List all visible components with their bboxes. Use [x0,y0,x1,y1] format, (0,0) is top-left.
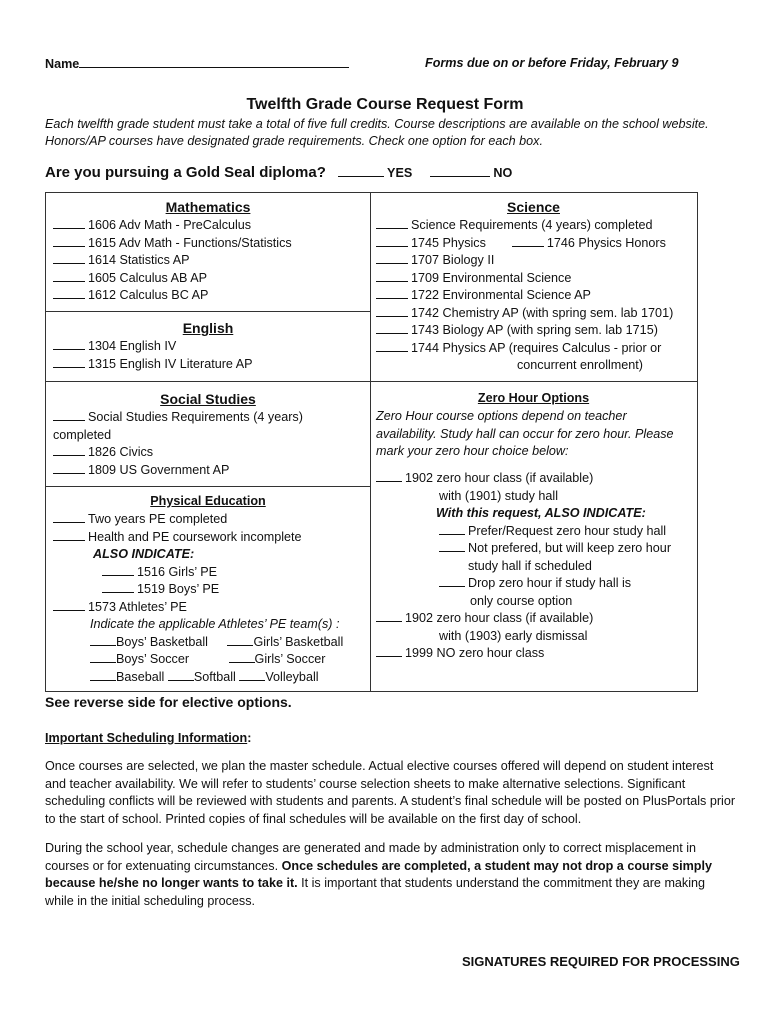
gold-seal-question [45,164,512,181]
scheduling-colon: : [247,731,252,745]
pe-heading: Physical Education [150,494,266,508]
math-item[interactable]: 1614 Statistics AP [53,252,292,270]
pe-item[interactable]: 1573 Athletes’ PE [53,599,343,617]
pe-team[interactable]: Boys’ Basketball [90,635,208,649]
name-label: Name [45,57,80,71]
pe-team-instruction: Indicate the applicable Athletes’ PE team(s) : [90,617,340,631]
zero-hour-item[interactable]: 1902 zero hour class (if available) [376,610,671,628]
grid-line-pe [45,486,370,487]
science-item[interactable]: 1722 Environmental Science AP [376,287,673,305]
science-item[interactable]: 1709 Environmental Science [376,270,673,288]
science-item[interactable]: 1707 Biology II [376,252,673,270]
math-item[interactable]: 1615 Adv Math - Functions/Statistics [53,235,292,253]
scheduling-heading-row [45,731,251,745]
social-item[interactable]: Social Studies Requirements (4 years) [53,409,303,427]
gold-seal-yes-blank[interactable] [338,165,384,177]
pe-team[interactable]: Girls’ Soccer [229,652,326,666]
gold-seal-no: NO [493,166,513,180]
gold-seal-no-blank[interactable] [430,165,490,177]
zero-hour-item-cont: with (1903) early dismissal [439,628,588,643]
zero-hour-item-cont: with (1901) study hall [439,488,559,503]
zero-hour-desc-line: Zero Hour course options depend on teacher [376,409,627,423]
social-list [53,409,303,479]
reverse-note: See reverse side for elective options. [45,694,292,710]
english-item[interactable]: 1304 English IV [53,338,253,356]
math-section [46,199,370,215]
zero-hour-desc [376,408,674,461]
pe-team[interactable]: Volleyball [239,670,318,684]
social-heading: Social Studies [160,391,256,407]
pe-list [53,511,343,686]
pe-team[interactable]: Softball [168,670,236,684]
intro-line-1: Each twelfth grade student must take a total of five full credits. Course descriptions are available on the school website. [45,117,709,131]
zero-hour-desc-line: mark your zero hour choice below: [376,444,569,458]
science-item[interactable]: 1742 Chemistry AP (with spring sem. lab 1701) [376,305,673,323]
zero-hour-section [371,391,696,405]
english-item[interactable]: 1315 English IV Literature AP [53,356,253,374]
zero-hour-desc-line: availability. Study hall can occur for zero hour. Please [376,426,674,441]
science-item-cont: concurrent enrollment) [517,358,643,372]
p2-text-bold: Once schedules are completed, a student may not drop a course simply because he/she no longer wants to take it. [45,858,713,891]
math-item[interactable]: 1606 Adv Math - PreCalculus [53,217,292,235]
pe-item[interactable]: Health and PE coursework incomplete [53,529,343,547]
science-list [376,217,673,375]
zero-hour-item[interactable]: Prefer/Request zero hour study hall [376,523,671,541]
pe-item[interactable]: 1519 Boys’ PE [53,581,343,599]
zero-hour-item[interactable]: Drop zero hour if study hall is [376,575,671,593]
gold-seal-yes: YES [387,166,413,180]
science-item[interactable]: 1743 Biology AP (with spring sem. lab 1715) [376,322,673,340]
social-item[interactable]: 1826 Civics [53,444,303,462]
math-heading: Mathematics [165,199,251,215]
intro-text [45,116,709,150]
name-field[interactable] [79,56,349,68]
social-item[interactable]: 1809 US Government AP [53,462,303,480]
zero-hour-list [376,470,671,663]
gold-seal-label: Are you pursuing a Gold Seal diploma? [45,164,326,181]
signatures-note: SIGNATURES REQUIRED FOR PROCESSING [462,954,740,969]
science-heading: Science [507,199,560,215]
grid-line-mid [45,381,697,382]
zero-hour-item-cont: only course option [470,593,573,608]
pe-team[interactable]: Girls’ Basketball [227,635,343,649]
math-item[interactable]: 1612 Calculus BC AP [53,287,292,305]
zero-hour-item[interactable]: 1902 zero hour class (if available) [376,470,671,488]
pe-team-row [53,634,343,652]
pe-item[interactable]: Two years PE completed [53,511,343,529]
zero-hour-item[interactable]: Not prefered, but will keep zero hour [376,540,671,558]
science-item[interactable]: 1745 Physics 1746 Physics Honors [376,235,673,253]
zero-hour-also-indicate: With this request, ALSO INDICATE: [436,506,646,520]
pe-also-indicate: ALSO INDICATE: [93,547,195,561]
scheduling-paragraph-2 [45,840,735,910]
scheduling-paragraph-1: Once courses are selected, we plan the master schedule. Actual elective courses offered will depend on student interest and teacher availability. We will refer to students’ course selection sheets to make alternative selections. Significant scheduling conflicts will be reviewed with students and parents. A student’s final schedule will be posted on PlusPortals prior to the start of school. Printed copies of final schedules will be available on the first day of school. [45,759,736,826]
grid-divider [370,192,371,691]
pe-team[interactable]: Boys’ Soccer [90,652,189,666]
science-item[interactable]: Science Requirements (4 years) completed [376,217,673,235]
english-section [46,320,370,336]
zero-hour-item-cont: study hall if scheduled [468,558,592,573]
english-heading: English [182,320,234,336]
due-note: Forms due on or before Friday, February 9 [425,56,679,70]
p2-text-a: During the school year, schedule changes are generated and made by administration only to correct misplacement in courses or for extenuating circumstances. [45,841,697,873]
pe-item[interactable]: 1516 Girls’ PE [53,564,343,582]
zero-hour-heading: Zero Hour Options [477,391,590,405]
intro-line-2: Honors/AP courses have designated grade requirements. Check one option for each box. [45,134,543,148]
grid-line-english [45,311,370,312]
zero-hour-item[interactable]: 1999 NO zero hour class [376,645,671,663]
pe-team[interactable]: Baseball [90,670,164,684]
english-list [53,338,253,373]
p2-text-c: It is important that students understand the commitment they are making while in the initial scheduling process. [45,876,706,908]
page-title: Twelfth Grade Course Request Form [246,96,524,113]
math-list [53,217,292,305]
science-section [371,199,696,215]
social-item-cont: completed [53,427,112,442]
pe-team-row [53,669,343,687]
scheduling-heading: Important Scheduling Information [45,731,248,745]
social-section [46,391,370,407]
pe-section [46,494,370,508]
math-item[interactable]: 1605 Calculus AB AP [53,270,292,288]
name-line[interactable] [45,56,352,71]
science-item[interactable]: 1744 Physics AP (requires Calculus - prior or [376,340,673,358]
pe-team-row [53,651,343,669]
